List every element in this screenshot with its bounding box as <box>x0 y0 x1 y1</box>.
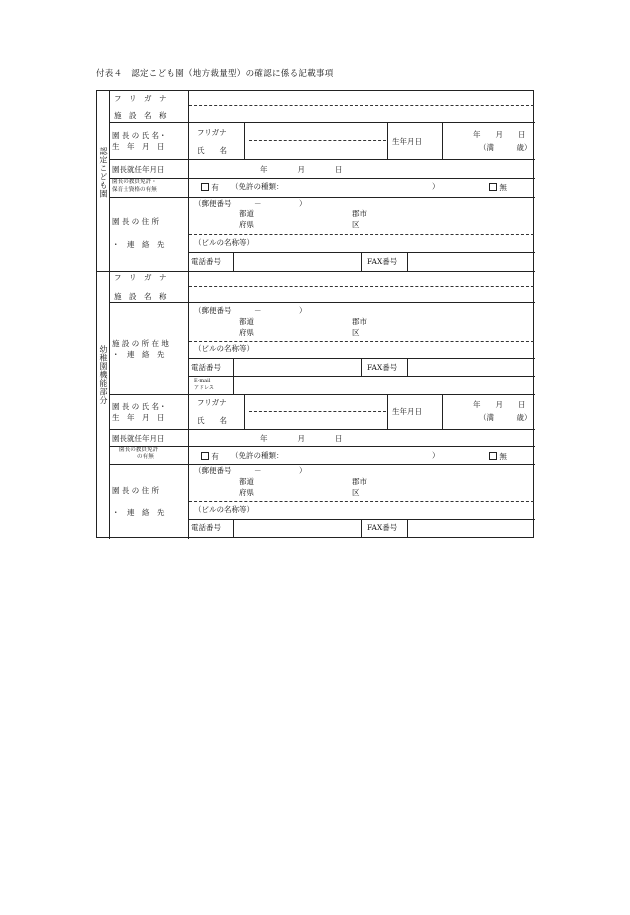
cell-border <box>361 519 362 538</box>
city-label-bottom: 区 <box>352 328 360 337</box>
city-label-top: 郡市 <box>352 209 367 218</box>
license-has-option[interactable] <box>201 452 219 461</box>
city-label-bottom: 区 <box>352 220 360 229</box>
license-has-checkbox[interactable] <box>201 183 209 191</box>
prefecture-label-bottom: 府県 <box>239 328 254 337</box>
row-border <box>109 394 535 395</box>
birth-ymd-values: 年 月 日 <box>473 130 526 139</box>
cell-border <box>442 122 443 159</box>
row-border <box>109 464 535 465</box>
license-none-text: 無 <box>499 452 507 461</box>
row-border <box>109 197 535 198</box>
address-divider <box>189 234 534 235</box>
prefecture-label-bottom: 府県 <box>239 488 254 497</box>
address-divider <box>189 501 534 502</box>
cell-border <box>407 252 408 271</box>
cell-border <box>407 519 408 538</box>
address-divider <box>189 341 534 342</box>
row-border <box>188 376 535 377</box>
director-name-field[interactable] <box>244 128 387 158</box>
section-label-nintei: 認定こども園 <box>99 147 108 198</box>
birth-date-label: 生年月日 <box>392 137 422 146</box>
row-border <box>109 429 535 430</box>
prefecture-label-bottom: 府県 <box>239 220 254 229</box>
facility-name-label: 施 設 名 称 <box>114 292 167 301</box>
prefecture-label-top: 都道 <box>239 317 254 326</box>
appointment-date-label: 園長就任年月日 <box>112 165 165 174</box>
facility-location-label: 施 設 の 所 在 地 <box>112 339 169 348</box>
birth-date-label: 生年月日 <box>392 407 422 416</box>
cell-border <box>361 358 362 376</box>
fax-label: FAX番号 <box>367 363 398 372</box>
birth-ymd-label: 生 年 月 日 <box>112 413 165 422</box>
phone-field[interactable] <box>233 359 361 377</box>
postal-code-label: （郵便番号 － ） <box>194 306 307 315</box>
director-contact-label: ・ 連 絡 先 <box>112 508 165 517</box>
fax-field[interactable] <box>407 253 534 271</box>
license-label-line2: の有無 <box>137 454 154 460</box>
phone-field[interactable] <box>233 520 361 538</box>
building-name-label: （ビルの名称等） <box>194 344 254 353</box>
cell-border <box>387 394 388 429</box>
license-none-checkbox[interactable] <box>489 183 497 191</box>
appointment-date-values: 年 月 日 <box>260 434 343 443</box>
postal-code-label: （郵便番号 － ） <box>194 199 307 208</box>
fax-field[interactable] <box>407 520 534 538</box>
license-has-option[interactable] <box>201 183 219 192</box>
license-has-checkbox[interactable] <box>201 452 209 460</box>
building-name-label: （ビルの名称等） <box>194 505 254 514</box>
city-label-top: 郡市 <box>352 317 367 326</box>
license-label-line1: 園長の教員免許・ <box>112 179 157 185</box>
license-none-checkbox[interactable] <box>489 452 497 460</box>
cell-border <box>233 252 234 271</box>
phone-field[interactable] <box>233 253 361 271</box>
director-name-field[interactable] <box>244 396 387 428</box>
license-none-option[interactable] <box>489 183 507 192</box>
city-label-top: 郡市 <box>352 477 367 486</box>
cell-border <box>244 122 245 159</box>
document-title: 付表４ 認定こども園（地方裁量型）の確認に係る記載事項 <box>96 69 334 79</box>
facility-furigana-label: フ リ ガ ナ <box>114 273 167 282</box>
record-form-table <box>96 90 534 538</box>
cell-border <box>233 519 234 538</box>
fax-field[interactable] <box>407 359 534 377</box>
fax-label: FAX番号 <box>367 523 398 532</box>
postal-code-label: （郵便番号 － ） <box>194 466 307 475</box>
phone-label: 電話番号 <box>191 523 221 532</box>
birth-ymd-label: 生 年 月 日 <box>112 142 165 151</box>
director-name-dob-label: 園 長 の 氏 名・ <box>112 131 167 140</box>
email-label-line1: E-mail <box>194 378 211 384</box>
fax-label: FAX番号 <box>367 257 398 266</box>
city-label-bottom: 区 <box>352 488 360 497</box>
license-label-line2: 保育士資格の有無 <box>112 187 157 193</box>
appointment-date-label: 園長就任年月日 <box>112 434 165 443</box>
license-none-text: 無 <box>499 183 507 192</box>
section-label-youchien: 幼稚園機能部分 <box>99 345 108 405</box>
director-address-label: 園 長 の 住 所 <box>112 217 160 226</box>
director-name-label: 氏 名 <box>197 416 227 425</box>
phone-label: 電話番号 <box>191 363 221 372</box>
building-name-label: （ビルの名称等） <box>194 238 254 247</box>
age-label: （満 歳） <box>479 143 532 152</box>
cell-border <box>244 394 245 429</box>
email-label-line2: アドレス <box>194 385 214 391</box>
row-border <box>109 446 535 447</box>
director-furigana-label: フリガナ <box>197 128 227 137</box>
license-type-label: （免許の種類： <box>231 182 284 191</box>
email-field[interactable] <box>233 377 534 394</box>
birth-ymd-values: 年 月 日 <box>473 400 526 409</box>
row-border <box>109 302 535 303</box>
cell-border <box>407 358 408 376</box>
director-furigana-label: フリガナ <box>197 398 227 407</box>
facility-name-field[interactable] <box>189 287 534 302</box>
section-divider <box>97 271 535 272</box>
row-border <box>109 178 535 179</box>
phone-label: 電話番号 <box>191 257 221 266</box>
age-label: （満 歳） <box>479 413 532 422</box>
license-has-text: 有 <box>211 452 219 461</box>
license-type-close: ） <box>432 451 440 460</box>
license-has-text: 有 <box>211 183 219 192</box>
cell-border <box>442 394 443 429</box>
prefecture-label-top: 都道 <box>239 477 254 486</box>
license-type-close: ） <box>432 182 440 191</box>
row-border <box>109 122 535 123</box>
facility-name-label: 施 設 名 称 <box>114 111 167 120</box>
license-label-line1: 園長の教員免許 <box>119 447 159 453</box>
license-none-option[interactable] <box>489 452 507 461</box>
cell-border <box>387 122 388 159</box>
director-address-label: 園 長 の 住 所 <box>112 486 160 495</box>
director-contact-label: ・ 連 絡 先 <box>112 240 165 249</box>
license-type-label: （免許の種類： <box>231 451 284 460</box>
director-name-dob-label: 園 長 の 氏 名・ <box>112 402 167 411</box>
furigana-divider <box>189 105 534 106</box>
facility-furigana-label: フ リ ガ ナ <box>114 94 167 103</box>
prefecture-label-top: 都道 <box>239 209 254 218</box>
appointment-date-values: 年 月 日 <box>260 165 343 174</box>
director-name-label: 氏 名 <box>197 146 227 155</box>
facility-name-field[interactable] <box>189 107 534 122</box>
cell-border <box>361 252 362 271</box>
row-border <box>109 159 535 160</box>
facility-contact-label: ・ 連 絡 先 <box>112 350 165 359</box>
